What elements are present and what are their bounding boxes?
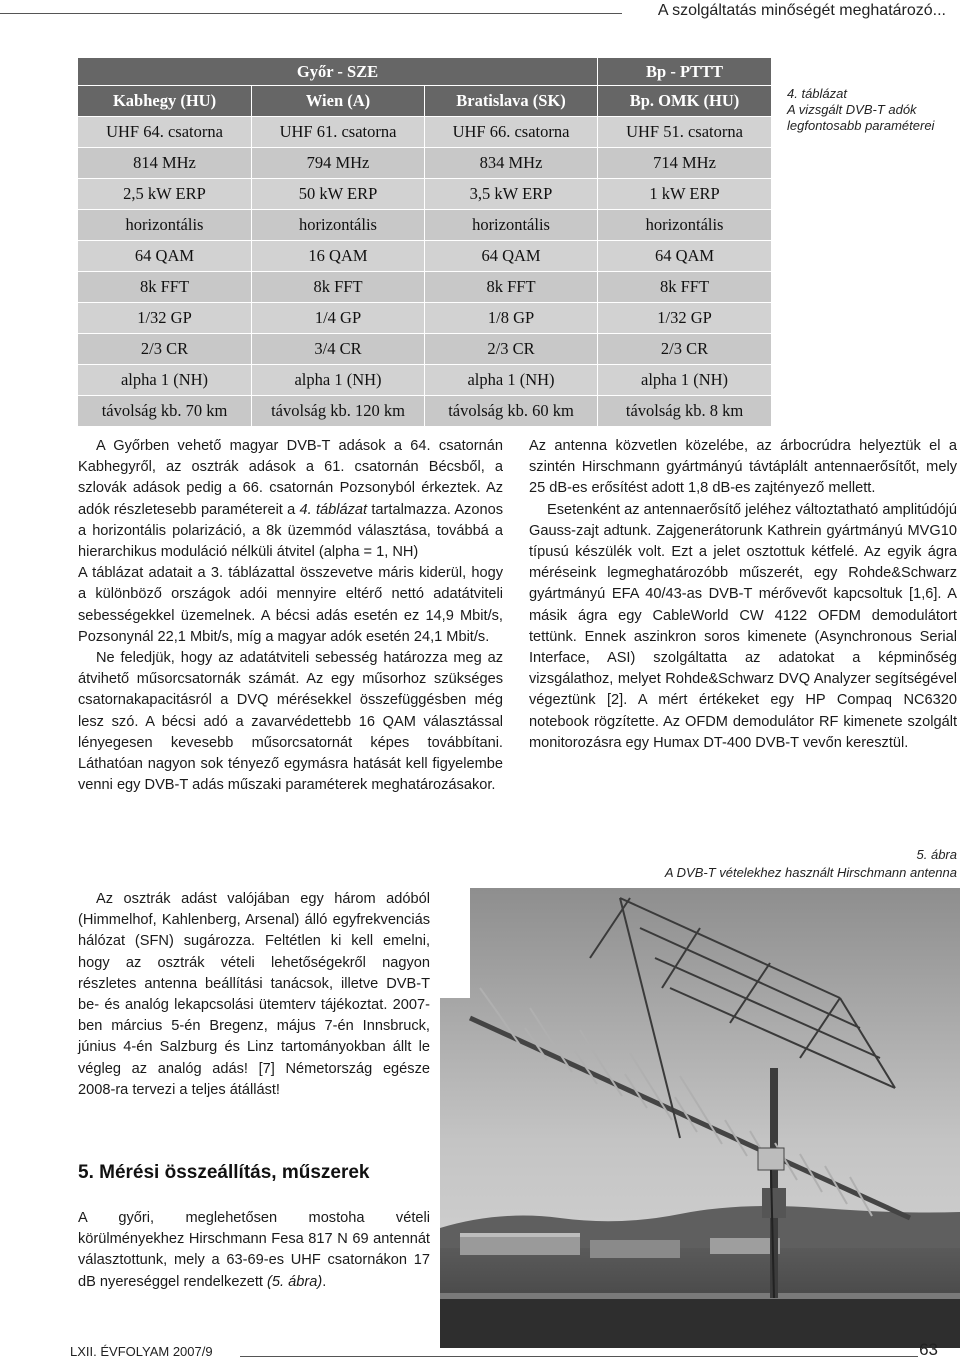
- table-cell: 64 QAM: [598, 241, 772, 272]
- figure-caption: [529, 846, 957, 882]
- figure-reference: (5. ábra): [267, 1273, 323, 1290]
- paragraph-text: A győri, meglehetősen mostoha vételi körülményekhez Hirschmann Fesa 817 N 69 antennát választottunk, mely a 63-69-es UHF csatornákon 17 dB nyereséggel rendelkezett: [78, 1210, 430, 1290]
- table-cell: 8k FFT: [425, 272, 598, 303]
- table-cell: alpha 1 (NH): [78, 365, 252, 396]
- paragraph: Ne feledjük, hogy az adatátviteli sebesség határozza meg az átvihető műsorcsatornák számát. Az egy műsorhoz szükséges csatornakapacitásról a DVQ mérésekkel összefüggésben még lesz szó. A bécsi adó a zavarvédettebb 16 QAM választással lényegesen kevesebb műsorcsatornát képes továbbítani. Láthatóan nagyon sok tényező egymásra hatását kell figyelembe venni egy DVB-T adás műszaki paraméterek meghatározásakor.: [78, 650, 503, 794]
- table-cell: horizontális: [598, 210, 772, 241]
- figure-caption-number: 5. ábra: [916, 847, 957, 862]
- paragraph: Az osztrák adást valójában egy három adóból (Himmelhof, Kahlenberg, Arsenal) álló egyfrekvenciás hálózat (SFN) sugározza. Feltétlen ki kell emelni, hogy az osztrák vételi lehetőségekről nagyon részletes antenna beállítási tanácsok, illetve DVB-T be- és analóg lekapcsolási ütemterv tájékoztat. 2007-ben március 5-én Bregenz, május 7-én Innsbruck, június 4-én Salzburg és Linz tartományokban állt le végleg az analóg adás! [7] Németország egésze 2008-ra tervezi a teljes átállást!: [78, 891, 430, 1098]
- journal-volume: LXII. ÉVFOLYAM 2007/9: [70, 1344, 213, 1359]
- table-cell: horizontális: [78, 210, 252, 241]
- roof: [440, 1298, 960, 1348]
- building: [590, 1240, 680, 1258]
- table-cell: 1/8 GP: [425, 303, 598, 334]
- running-head: [0, 0, 960, 26]
- table-cell: 8k FFT: [598, 272, 772, 303]
- table-cell: 2/3 CR: [78, 334, 252, 365]
- table-cell: 834 MHz: [425, 148, 598, 179]
- table-cell: UHF 66. csatorna: [425, 117, 598, 148]
- paragraph-text: .: [322, 1273, 327, 1290]
- table-cell: 64 QAM: [425, 241, 598, 272]
- figure-caption-title: A DVB-T vételekhez használt Hirschmann antenna: [664, 865, 957, 880]
- amplifier-box: [758, 1148, 784, 1170]
- table-cell: 1/4 GP: [252, 303, 425, 334]
- antenna-photo: [440, 888, 960, 1348]
- table-cell: 2/3 CR: [598, 334, 772, 365]
- table-cell: 2/3 CR: [425, 334, 598, 365]
- paragraph-text: tartalmazza. Azonos a horizontális polarizáció, a 8k üzemmód választása, továbbá a hierarchikus moduláció nélküli átvitel (alpha = 1, NH): [78, 501, 503, 561]
- paragraph: Az antenna közvetlen közelébe, az árbocrúdra helyeztük el a szintén Hirschmann gyártmányú távtáplált antennaerősítőt, mely 25 dB-es erősítést adott 1,8 dB-es zajtényező mellett.: [529, 438, 957, 497]
- table-cell: 2,5 kW ERP: [78, 179, 252, 210]
- header-rule: [0, 13, 622, 14]
- table-cell: 1/32 GP: [598, 303, 772, 334]
- paragraph: [78, 436, 503, 563]
- left-column: [78, 436, 503, 796]
- running-head-title: A szolgáltatás minőségét meghatározó...: [657, 2, 946, 19]
- table-row: [78, 179, 772, 210]
- building: [710, 1238, 780, 1254]
- group-header-budapest: Bp - PTTT: [598, 58, 772, 86]
- right-column: [529, 436, 957, 754]
- table-cell: 794 MHz: [252, 148, 425, 179]
- table-caption: [787, 86, 957, 134]
- table-cell: alpha 1 (NH): [598, 365, 772, 396]
- table-row: [78, 210, 772, 241]
- table-row: [78, 272, 772, 303]
- table-cell: távolság kb. 70 km: [78, 396, 252, 427]
- paragraph: [78, 1208, 430, 1293]
- footer-rule: [240, 1356, 918, 1357]
- table-cell: 50 kW ERP: [252, 179, 425, 210]
- table-row: [78, 396, 772, 427]
- table-cell: UHF 51. csatorna: [598, 117, 772, 148]
- table-row: [78, 148, 772, 179]
- roof-edge: [440, 1293, 960, 1299]
- table-cell: 8k FFT: [78, 272, 252, 303]
- table-cell: 64 QAM: [78, 241, 252, 272]
- table-cell: horizontális: [252, 210, 425, 241]
- table-cell: távolság kb. 60 km: [425, 396, 598, 427]
- group-header-gyor: Győr - SZE: [78, 58, 598, 86]
- station-header: Bratislava (SK): [425, 86, 598, 117]
- table-caption-number: 4. táblázat: [787, 86, 847, 101]
- table-cell: 1/32 GP: [78, 303, 252, 334]
- station-header: Bp. OMK (HU): [598, 86, 772, 117]
- table-cell: alpha 1 (NH): [425, 365, 598, 396]
- table-caption-title: A vizsgált DVB-T adók legfontosabb paraméterei: [787, 102, 935, 133]
- table-reference: 4. táblázat: [299, 501, 368, 518]
- station-header: Kabhegy (HU): [78, 86, 252, 117]
- table-cell: távolság kb. 120 km: [252, 396, 425, 427]
- table-cell: 8k FFT: [252, 272, 425, 303]
- table-cell: 3,5 kW ERP: [425, 179, 598, 210]
- dvbt-parameters-table: [77, 57, 772, 427]
- table-cell: 1 kW ERP: [598, 179, 772, 210]
- table-row: [78, 365, 772, 396]
- page-number: 63: [919, 1340, 938, 1359]
- left-column-narrow: [78, 889, 430, 1101]
- table-cell: 3/4 CR: [252, 334, 425, 365]
- table-cell: UHF 61. csatorna: [252, 117, 425, 148]
- table-row: [78, 241, 772, 272]
- table-cell: 814 MHz: [78, 148, 252, 179]
- table-cell: távolság kb. 8 km: [598, 396, 772, 427]
- section-heading: 5. Mérési összeállítás, műszerek: [78, 1162, 370, 1183]
- paragraph: Esetenként az antennaerősítő jeléhez változtatható amplitúdójú Gauss-zajt adtunk. Zajgenerátorunk Kathrein gyártmányú MVG10 típusú készülék volt. Ezt a jelet osztottuk kétfelé. Az egyik ágra méréseink legmeghatározóbb műszerét, egy Rohde&Schwarz gyártmányú EFA 40/43-as DVB-T mérővevőt kapcsoltuk [1,6]. A másik ágra egy CableWorld CW 4122 OFDM demodulátort tettünk. Ennek aszinkron soros kimenete (Asynchronous Serial Interface, ASI) szolgáltatta az adatokat a képminőség vizsgálathoz, melyet Rohde&Schwarz DVQ Analyzer segítségével végeztünk [2]. A mért értékeket egy HP Compaq NC6320 notebook rögzítette. Az OFDM demodulátor RF kimenete szolgált monitorozásra egy Humax DT-400 DVB-T vevőn keresztül.: [529, 501, 957, 751]
- table-cell: alpha 1 (NH): [252, 365, 425, 396]
- table-row: [78, 303, 772, 334]
- parameter-table-image: [77, 57, 771, 419]
- paragraph-text: A Győrben vehető magyar DVB-T adások a 64. csatornán Kabhegyről, az osztrák adások a 61. csatornán Bécsből, a szlovák adások pedig a 66. csatornán Pozsonyból érkeztek. Az adók részletesebb paramétereit a: [78, 438, 503, 518]
- table-cell: horizontális: [425, 210, 598, 241]
- white-margin: [440, 888, 470, 998]
- paragraph: A táblázat adatait a 3. táblázattal összevetve máris kiderül, hogy a különböző országok adói mennyire eltérő nettó adatátviteli sebességekkel üzemelnek. A bécsi adás esetén ez 14,9 Mbit/s, Pozsonynál 22,1 Mbit/s, míg a magyar adók esetén 24,1 Mbit/s.: [78, 565, 503, 645]
- table-cell: 16 QAM: [252, 241, 425, 272]
- table-cell: UHF 64. csatorna: [78, 117, 252, 148]
- section-body: [78, 1208, 430, 1293]
- table-row: [78, 334, 772, 365]
- building: [460, 1233, 580, 1237]
- station-header: Wien (A): [252, 86, 425, 117]
- mast-clamp: [762, 1188, 786, 1218]
- table-row: [78, 117, 772, 148]
- table-cell: 714 MHz: [598, 148, 772, 179]
